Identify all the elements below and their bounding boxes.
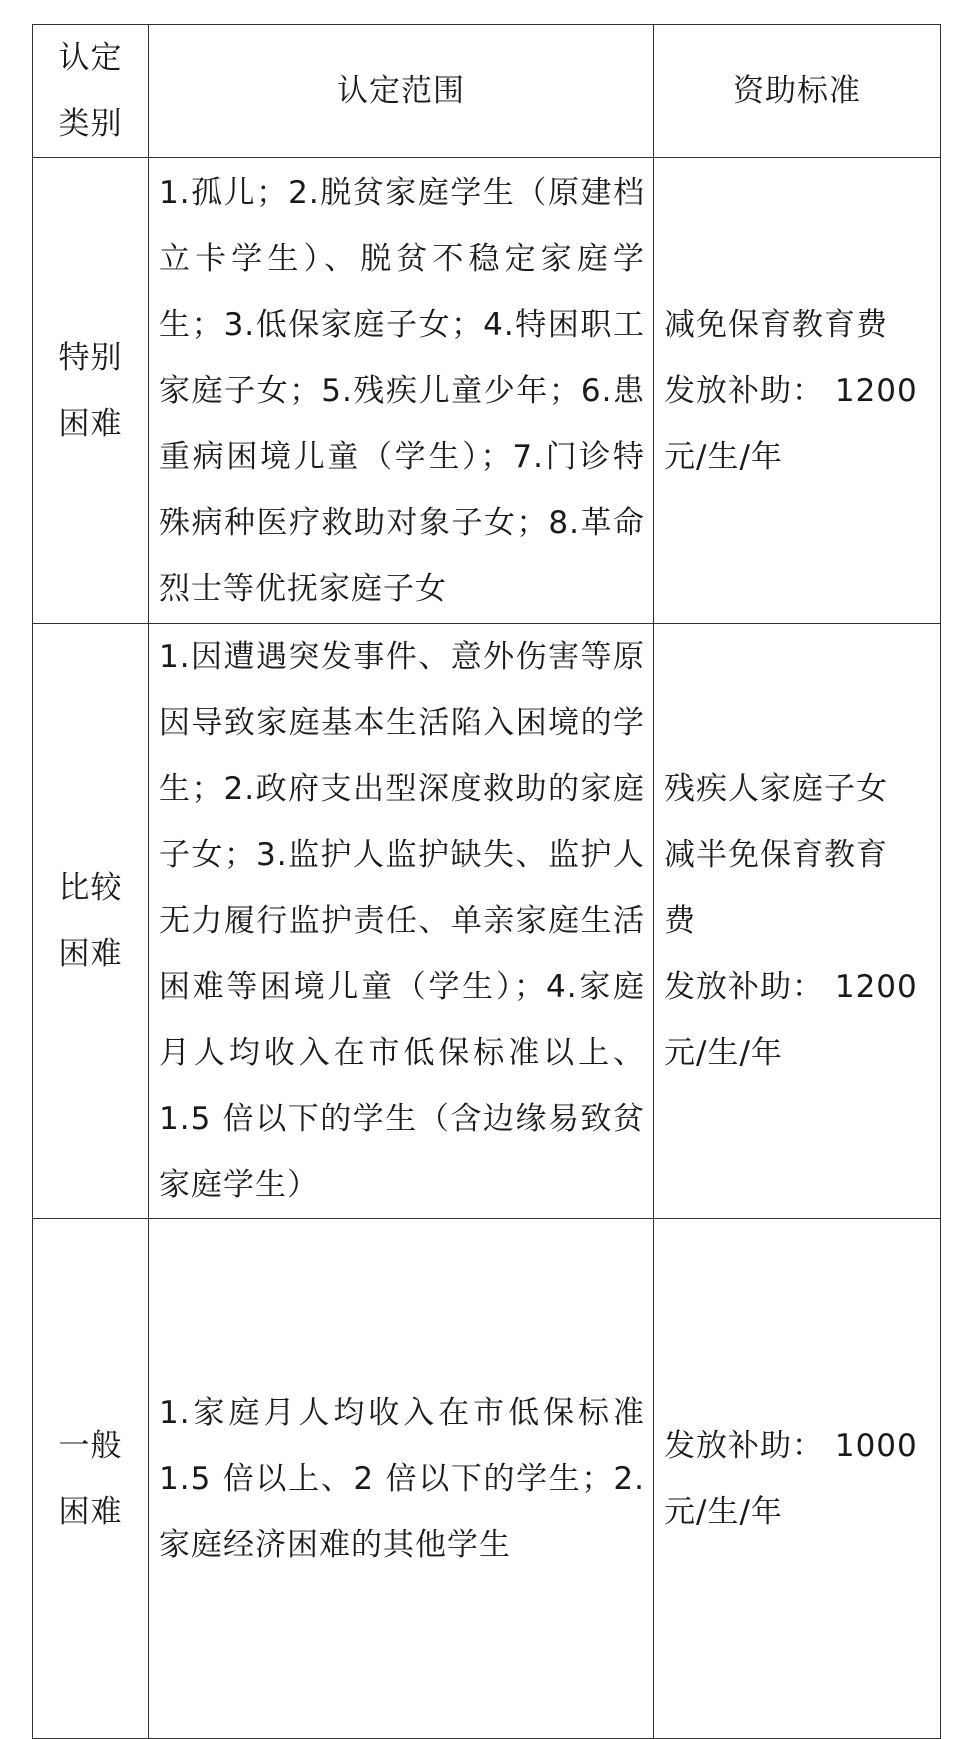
table-header-row (33, 25, 941, 158)
standard-line: 发放补助： 1000 (664, 1427, 918, 1464)
standard-cell (654, 624, 941, 1219)
table-row-special-difficulty (33, 158, 941, 624)
header-category-line2: 类别 (58, 106, 123, 142)
scope-cell: 1.家庭月人均收入在市低保标准1.5 倍以上、2 倍以下的学生；2.家庭经济困难的其他学生 (149, 1219, 654, 1739)
category-cell (33, 158, 149, 624)
header-scope-cell: 认定范围 (149, 25, 654, 158)
category-line1: 比较 (58, 870, 123, 906)
table-row-relative-difficulty (33, 624, 941, 1219)
standard-cell (654, 1219, 941, 1739)
category-line2: 困难 (58, 405, 123, 442)
subsidy-standards-table (32, 24, 941, 1739)
category-line2: 困难 (58, 1493, 123, 1530)
standard-line: 残疾人家庭子女 (664, 771, 888, 807)
standard-line: 元/生/年 (664, 1493, 783, 1530)
scope-cell: 1.孤儿；2.脱贫家庭学生（原建档立卡学生）、脱贫不稳定家庭学生；3.低保家庭子女；4.特困职工家庭子女；5.残疾儿童少年；6.患重病困境儿童（学生）；7.门诊特殊病种医疗救助对象子女；8.革命烈士等优抚家庭子女 (149, 158, 654, 624)
table-row-general-difficulty (33, 1219, 941, 1739)
standard-line: 减半免保育教育 (664, 837, 888, 873)
category-line2: 困难 (58, 936, 123, 972)
standard-line: 费 (664, 903, 696, 939)
standard-line: 元/生/年 (664, 438, 783, 475)
category-cell (33, 624, 149, 1219)
header-category-cell (33, 25, 149, 158)
header-category-line1: 认定 (58, 40, 123, 76)
category-line1: 特别 (58, 339, 123, 376)
header-standard-cell: 资助标准 (654, 25, 941, 158)
scope-cell: 1.因遭遇突发事件、意外伤害等原因导致家庭基本生活陷入困境的学生；2.政府支出型深度救助的家庭子女；3.监护人监护缺失、监护人无力履行监护责任、单亲家庭生活困难等困境儿童（学生）；4.家庭月人均收入在市低保标准以上、1.5 倍以下的学生（含边缘易致贫家庭学生） (149, 624, 654, 1219)
standard-line: 发放补助： 1200 (664, 969, 918, 1005)
category-line1: 一般 (58, 1427, 123, 1464)
standard-line: 发放补助： 1200 (664, 372, 918, 409)
standard-line: 减免保育教育费 (664, 306, 888, 343)
category-cell (33, 1219, 149, 1739)
standard-cell (654, 158, 941, 624)
standard-line: 元/生/年 (664, 1035, 783, 1071)
